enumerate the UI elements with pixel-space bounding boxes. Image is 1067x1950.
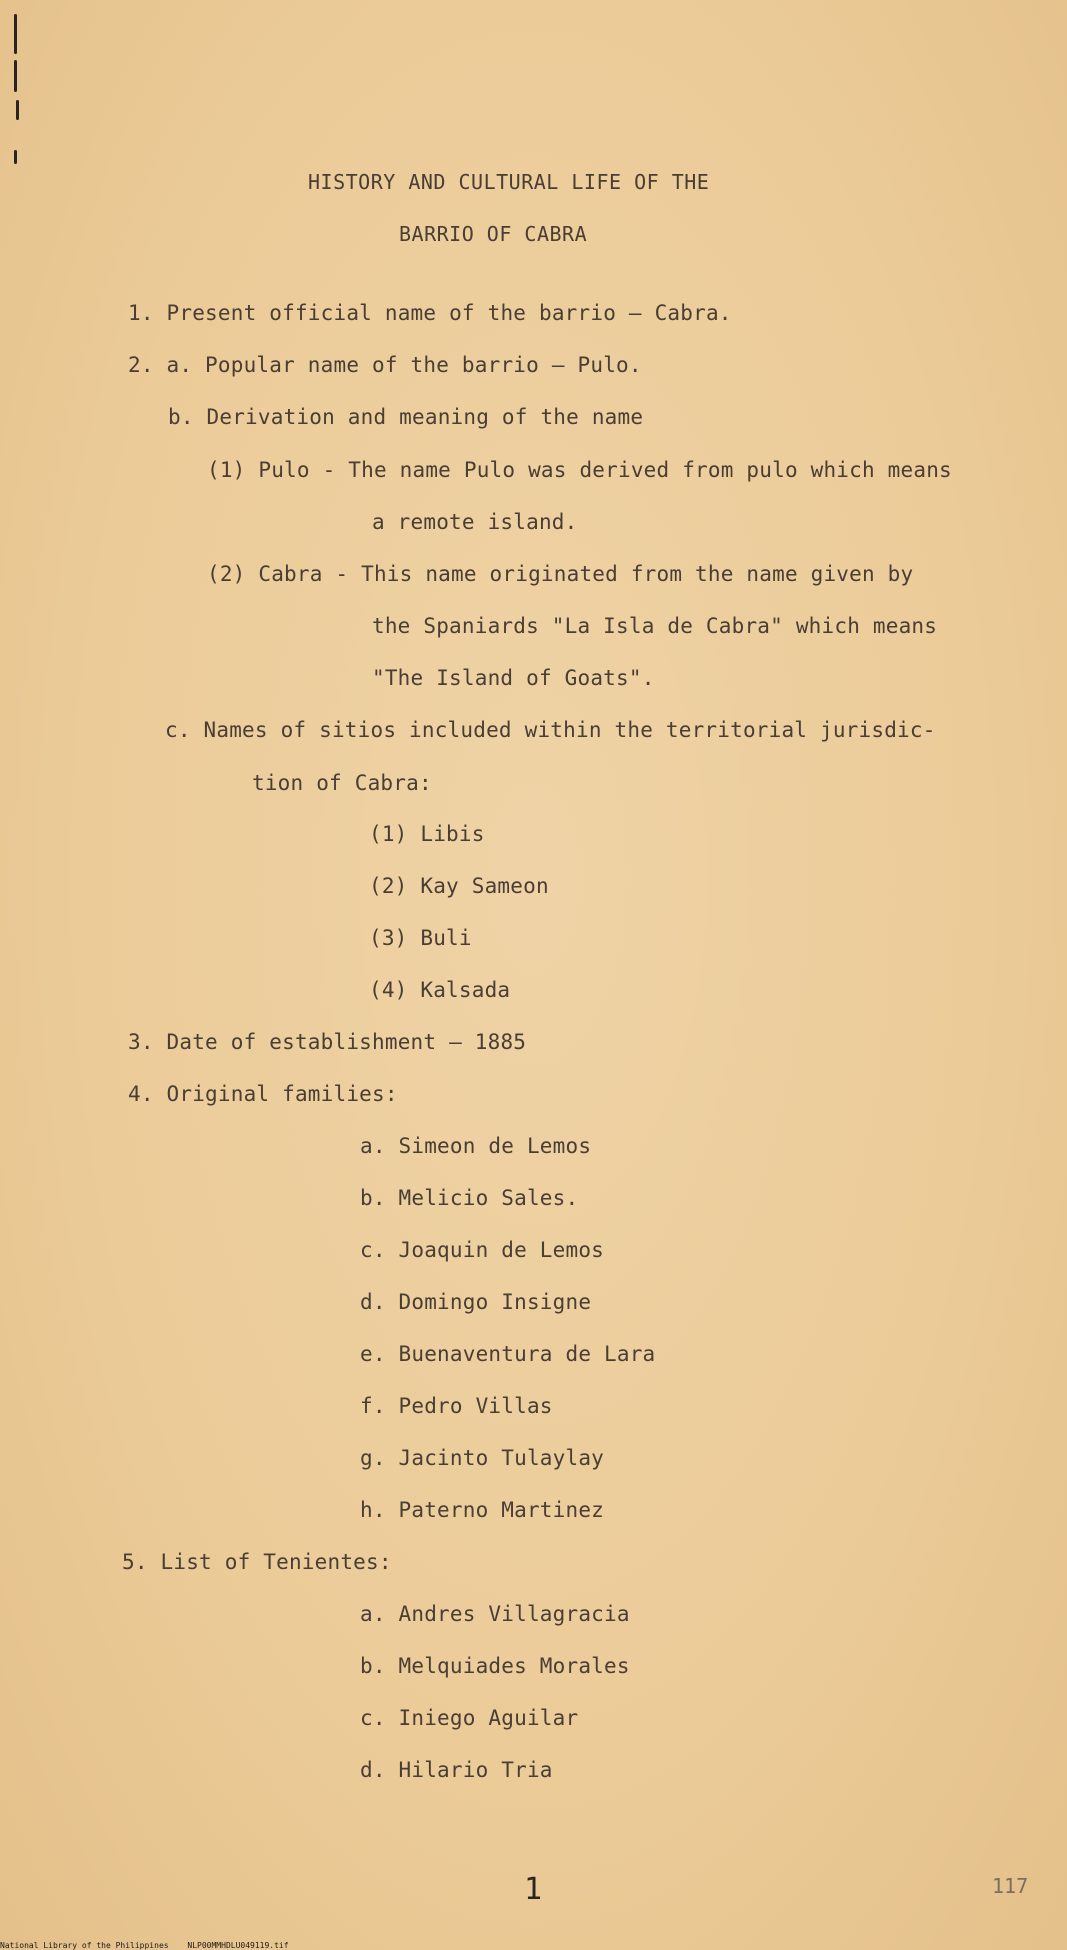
item-2a: 2. a. Popular name of the barrio — Pulo. [128, 353, 642, 377]
binding-mark [14, 60, 17, 92]
page-number: 1 [524, 1872, 543, 1907]
scan-footer [0, 1941, 289, 1950]
sitio-item: (1) Libis [369, 822, 485, 846]
teniente-item: a. Andres Villagracia [360, 1602, 630, 1626]
item-3: 3. Date of establishment — 1885 [128, 1030, 527, 1054]
item-5: 5. List of Tenientes: [122, 1550, 392, 1574]
title-line-2: BARRIO OF CABRA [399, 222, 588, 246]
sitio-item: (4) Kalsada [369, 978, 511, 1002]
item-2b2-line3: "The Island of Goats". [372, 666, 655, 690]
family-item: e. Buenaventura de Lara [360, 1342, 656, 1366]
binding-mark [16, 100, 19, 120]
item-2b2-line1: (2) Cabra - This name originated from the name given by [207, 562, 914, 586]
sitio-item: (2) Kay Sameon [369, 874, 549, 898]
family-item: h. Paterno Martinez [360, 1498, 605, 1522]
teniente-item: d. Hilario Tria [360, 1758, 553, 1782]
item-2c-line1: c. Names of sitios included within the territorial jurisdic- [165, 718, 936, 742]
item-2b2-line2: the Spaniards "La Isla de Cabra" which means [372, 614, 938, 638]
item-2c-line2: tion of Cabra: [252, 771, 432, 795]
family-item: c. Joaquin de Lemos [360, 1238, 605, 1262]
teniente-item: c. Iniego Aguilar [360, 1706, 579, 1730]
item-2b: b. Derivation and meaning of the name [168, 405, 644, 429]
family-item: d. Domingo Insigne [360, 1290, 592, 1314]
teniente-item: b. Melquiades Morales [360, 1654, 630, 1678]
family-item: f. Pedro Villas [360, 1394, 553, 1418]
title-line-1: HISTORY AND CULTURAL LIFE OF THE [308, 170, 710, 194]
item-2b1-line2: a remote island. [372, 510, 578, 534]
item-4: 4. Original families: [128, 1082, 398, 1106]
family-item: b. Melicio Sales. [360, 1186, 579, 1210]
footer-filename: NLP00MMHDLU049119.tif [187, 1941, 289, 1950]
sitio-item: (3) Buli [369, 926, 472, 950]
footer-source: National Library of the Philippines [0, 1941, 169, 1950]
binding-mark [14, 14, 17, 54]
item-1: 1. Present official name of the barrio — Cabra. [128, 301, 732, 325]
family-item: g. Jacinto Tulaylay [360, 1446, 605, 1470]
family-item: a. Simeon de Lemos [360, 1134, 592, 1158]
binding-mark [14, 150, 17, 164]
item-2b1-line1: (1) Pulo - The name Pulo was derived from pulo which means [207, 458, 952, 482]
page-stamp: 117 [992, 1874, 1029, 1898]
